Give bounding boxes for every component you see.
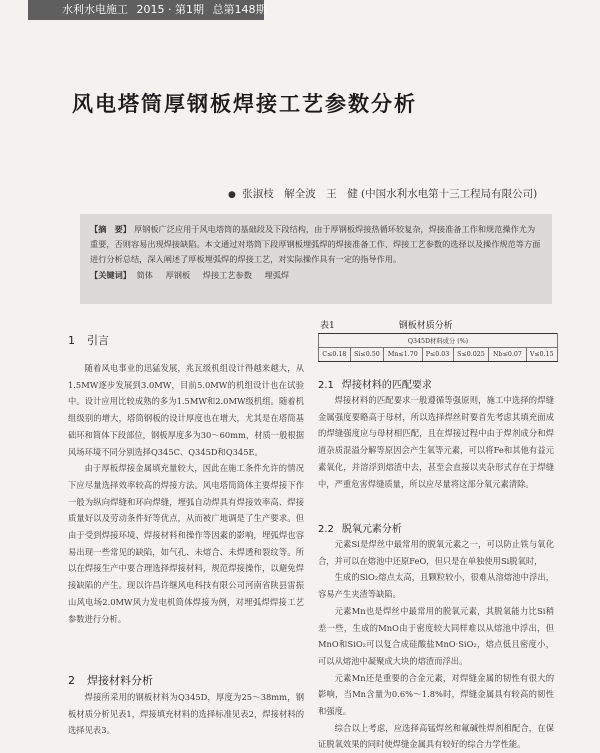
table-cell: Nb≤0.07 bbox=[489, 348, 526, 362]
journal-issue: 2015 · 第1期 bbox=[136, 3, 204, 16]
journal-header bbox=[28, 0, 267, 20]
author-affiliation: (中国水利水电第十三工程局有限公司) bbox=[361, 188, 538, 200]
keyword: 厚钢板 bbox=[165, 270, 191, 280]
paragraph: 焊接材料的匹配要求一般遵循等强原则，施工中选择的焊缝金属强度要略高于母材，所以选择焊丝时要首先考虑其填充面成的焊缝强度应与母材相匹配，且在焊接过程中由于焊剂成分和焊道杂质混溢分解等原因会产生氧等元素，可以将Fe和其他有益元素氧化，并溶浮到熔渣中去，甚至会直接以夹杂形式存在于焊缝中，严重危害焊缝质量，所以应尽量将这部分氧元素清除。 bbox=[318, 395, 554, 489]
section-1-body bbox=[68, 360, 304, 627]
keyword: 简体 bbox=[136, 270, 153, 280]
composition-table bbox=[318, 333, 558, 362]
table-subheader: Q345D材料成分 (%) bbox=[319, 334, 558, 348]
table-cell: P≤0.03 bbox=[422, 348, 453, 362]
section-number: 2.2 bbox=[318, 524, 334, 535]
paper-title: 风电塔筒厚钢板焊接工艺参数分析 bbox=[72, 92, 417, 116]
abstract-box bbox=[80, 214, 552, 304]
section-2-1-body bbox=[318, 392, 554, 492]
section-title: 脱氧元素分析 bbox=[341, 524, 402, 535]
table-cell: Mn≤1.70 bbox=[384, 348, 422, 362]
table-label: 表1 bbox=[320, 321, 335, 331]
paragraph: 元素Mn也是焊丝中最常用的脱氧元素，其脱氧能力比Si稍差一些，生成的MnO由于密度较大同样难以从熔池中浮出，但MnO和SiO₂可以复合成硅酸盐MnO·SiO₂，熔点低且密度小，可以从熔池中凝聚成大块的熔渣而浮出。 bbox=[318, 605, 554, 666]
keyword: 埋弧焊 bbox=[264, 270, 290, 280]
paragraph: 随着风电事业的迅猛发展，兆瓦级机组设计得越来越大，从1.5MW逐步发展到3.0MW，目前5.0MW的机组设计也在试验中。设计应用比较成熟的多为1.5MW和2.0MW级机组。随着机组级别的增大，塔筒钢板的设计厚度也在增大，尤其是在塔筒基础环和简体下段部位，钢板厚度多为30～60mm，材质一般根据风场环境不同分别选择Q345C、Q345D和Q345E。 bbox=[68, 363, 304, 457]
abstract-text: 厚钢板广泛应用于风电塔筒的基础段及下段结构，由于厚钢板焊接热循环较复杂，焊接准备工作和规范操作尤为重要，否则容易出现焊接缺陷。本文通过对塔筒下段厚钢板埋弧焊的焊接准备工作、焊接工艺参数的选择以及操作规范等方面进行分析总结，深入阐述了厚板埋弧焊的焊接工艺，对实际操作具有一定的指导作用。 bbox=[90, 224, 541, 264]
keyword: 焊接工艺参数 bbox=[202, 270, 252, 280]
paragraph: 生成的SiO₂熔点太高，且颗粒较小，很难从溶熔池中浮出，容易产生夹渣等缺陷。 bbox=[318, 572, 554, 600]
section-2-body bbox=[68, 689, 304, 739]
abstract bbox=[90, 222, 542, 267]
paragraph: 元素Si是焊丝中最常用的脱氧元素之一，可以防止铁与氧化合，并可以在熔池中还原FeO，但只是在单独使用Si脱氧时， bbox=[318, 539, 554, 566]
section-number: 2.1 bbox=[318, 380, 334, 391]
table-title: 钢板材质分析 bbox=[398, 321, 453, 331]
keywords bbox=[90, 268, 542, 283]
table-cell: S≤0.025 bbox=[453, 348, 489, 362]
table-cell: V≤0.15 bbox=[526, 348, 557, 362]
section-2-1-heading bbox=[318, 376, 432, 391]
section-number: 1 bbox=[68, 334, 75, 347]
paragraph: 由于厚板焊接金属填充量较大，因此在施工条件允许的情况下应尽量选择效率较高的焊接方法。风电塔筒筒体主要焊接下作一般为纵向焊缝和环向焊缝，埋弧自动焊具有焊接效率高、焊接质量好以及劳动条件好等优点，从而被广地调是了生产要求。但由于受到焊接环境、焊接材料和操作等因素的影响，埋弧焊也容易出现一些常见的缺陷，如气孔、未熔合、未焊透和裂纹等。所以在焊接生产中要合理选择焊接材料，规范焊接操作，以避免焊接缺陷的产生。现以许昌许继风电科技有限公司河南省陕县雷振山风电场2.0MW风力发电机筒体焊接为例，对埋弧焊焊接工艺参数进行分析。 bbox=[68, 463, 304, 624]
section-title: 引言 bbox=[87, 334, 109, 347]
keywords-label: 【关键词】 bbox=[90, 270, 131, 280]
paragraph: 焊接所采用的钢板材料为Q345D，厚度为25～38mm，钢板材质分析见表1，焊接填充材料的选择标准见表2，焊接材料的选择见表3。 bbox=[68, 692, 304, 736]
section-2-2-heading bbox=[318, 520, 402, 535]
table-1-caption bbox=[320, 318, 552, 331]
table-cell: C≤0.18 bbox=[319, 348, 351, 362]
section-1-heading bbox=[68, 332, 109, 348]
paragraph: 综合以上考虑，应选择高锰焊丝和氟碱性焊剂相配合，在保证脱氧效果的同时使焊缝金属具有较好的综合力学性能。 bbox=[318, 722, 554, 750]
abstract-label: 【摘 要】 bbox=[90, 224, 131, 234]
journal-total: 总第148期 bbox=[212, 3, 267, 16]
journal-name: 水利水电施工 bbox=[62, 3, 128, 16]
author-line bbox=[228, 186, 537, 201]
section-title: 焊接材料的匹配要求 bbox=[341, 380, 432, 391]
table-cell: Si≤0.50 bbox=[350, 348, 383, 362]
section-2-heading bbox=[68, 672, 153, 688]
bullet-icon: ● bbox=[228, 190, 236, 200]
section-title: 焊接材料分析 bbox=[87, 674, 153, 687]
section-2-2-body bbox=[318, 536, 554, 753]
author-names: 张淑枝 解全波 王 健 bbox=[242, 188, 358, 200]
paragraph: 元素Mn还是重要的合金元素，对焊缝金属的韧性有很大的影响，当Mn含量为0.6%～1.8%时，焊缝金属具有较高的韧性和强度。 bbox=[318, 672, 554, 717]
section-number: 2 bbox=[68, 674, 75, 687]
